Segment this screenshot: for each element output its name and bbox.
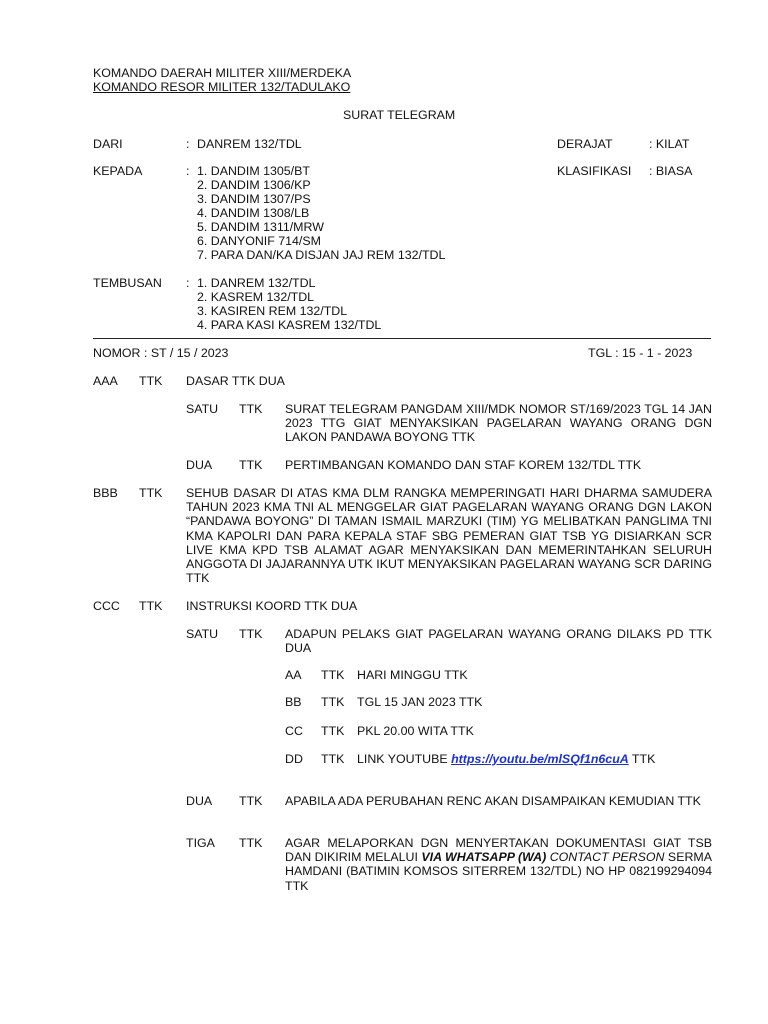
bbb-text: SEHUB DASAR DI ATAS KMA DLM RANGKA MEMPERINGATI HARI DHARMA SAMUDERA TAHUN 2023 KMA TNI AL MENGGELAR GIAT PAGELARAN WAYANG ORANG DGN LAKON “PANDAWA BOYONG” DI TAMAN ISMAIL MARZUKI (TIM) YG MELIBATKAN PANGLIMA TNI KMA KAPOLRI DAN PARA KEPALA STAF SBG PEMERAN GIAT TSB YG DISIARKAN SCR LIVE KMA KPD TSB ALAMAT AGAR MENYAKSIKAN DAN MEMERINTAHKAN SELURUH ANGGOTA DI JAJARANNYA UTK IKUT MENYAKSIKAN PAGELARAN WAYANG SCR DARING TTK [186, 486, 713, 586]
aaa-text: DASAR TTK DUA [186, 374, 285, 388]
aaa-dua-code: DUA [186, 458, 213, 472]
ccc-tiga-text-1: AGAR MELAPORKAN DGN MENYERTAKAN DOKUMENTASI GIAT TSB DAN DIKIRIM MELALUI [285, 836, 712, 865]
aaa-satu-ttk: TTK [239, 402, 263, 416]
kepada-label: KEPADA [93, 164, 143, 178]
aaa-dua-ttk: TTK [239, 458, 263, 472]
dari-colon: : [186, 137, 190, 151]
youtube-link-prefix: LINK YOUTUBE [357, 752, 452, 766]
sub-item-code: AA [285, 668, 302, 682]
ccc-ttk: TTK [139, 599, 163, 613]
sub-item-text: HARI MINGGU TTK [357, 668, 468, 682]
tembusan-item: 4. PARA KASI KASREM 132/TDL [197, 318, 382, 332]
sub-item-code: BB [285, 695, 302, 709]
bbb-ttk: TTK [139, 486, 163, 500]
klasifikasi-label: KLASIFIKASI [557, 164, 632, 178]
ccc-tiga-text [285, 836, 712, 893]
aaa-code: AAA [93, 374, 118, 388]
ccc-satu-ttk: TTK [239, 627, 263, 641]
ccc-tiga-ttk: TTK [239, 836, 263, 850]
tanggal: TGL : 15 - 1 - 2023 [588, 346, 693, 360]
kepada-item: 3. DANDIM 1307/PS [197, 192, 311, 206]
derajat-label: DERAJAT [557, 137, 613, 151]
sub-item-ttk: TTK [321, 752, 345, 766]
ccc-tiga-text-2: SERMA HAMDANI (BATIMIN KOMSOS SITERREM 132/TDL) NO HP 082199294094 TTK [285, 850, 712, 893]
tembusan-item: 1. DANREM 132/TDL [197, 276, 316, 290]
tembusan-item: 2. KASREM 132/TDL [197, 290, 315, 304]
klasifikasi-value: : BIASA [649, 164, 693, 178]
aaa-satu-text: SURAT TELEGRAM PANGDAM XIII/MDK NOMOR ST/169/2023 TGL 14 JAN 2023 TTG GIAT MENYAKSIKAN PAGELARAN WAYANG ORANG DGN LAKON PANDAWA BOYONG TTK [285, 402, 712, 445]
ccc-satu-code: SATU [186, 627, 219, 641]
sub-item-code: CC [285, 724, 303, 738]
kepada-item: 4. DANDIM 1308/LB [197, 206, 310, 220]
kepada-item: 1. DANDIM 1305/BT [197, 164, 310, 178]
sub-item-ttk: TTK [321, 668, 345, 682]
ccc-tiga-contact-person: CONTACT PERSON [546, 850, 665, 865]
tembusan-label: TEMBUSAN [93, 276, 162, 290]
ccc-code: CCC [93, 599, 120, 613]
youtube-link-line [357, 752, 655, 766]
divider-line [93, 338, 711, 339]
kepada-item: 6. DANYONIF 714/SM [197, 234, 321, 248]
sub-item-ttk: TTK [321, 724, 345, 738]
ccc-satu-text: ADAPUN PELAKS GIAT PAGELARAN WAYANG ORANG DILAKS PD TTK DUA [285, 627, 712, 656]
sub-item-code: DD [285, 752, 303, 766]
bbb-code: BBB [93, 486, 118, 500]
kepada-item: 2. DANDIM 1306/KP [197, 178, 311, 192]
kepada-item: 7. PARA DAN/KA DISJAN JAJ REM 132/TDL [197, 248, 446, 262]
dari-label: DARI [93, 137, 123, 151]
tembusan-colon: : [186, 276, 190, 290]
kepada-item: 5. DANDIM 1311/MRW [197, 220, 324, 234]
aaa-dua-text: PERTIMBANGAN KOMANDO DAN STAF KOREM 132/TDL TTK [285, 458, 642, 472]
header-line-1: KOMANDO DAERAH MILITER XIII/MERDEKA [93, 66, 352, 80]
youtube-link-suffix: TTK [628, 752, 656, 766]
ccc-dua-ttk: TTK [239, 794, 263, 808]
header-line-2: KOMANDO RESOR MILITER 132/TADULAKO [93, 80, 351, 94]
sub-item-ttk: TTK [321, 695, 345, 709]
ccc-tiga-code: TIGA [186, 836, 215, 850]
sub-item-text: PKL 20.00 WITA TTK [357, 724, 474, 738]
dari-value: DANREM 132/TDL [197, 137, 302, 151]
ccc-tiga-via-whatsapp: VIA WHATSAPP (WA) [421, 850, 547, 865]
document-title: SURAT TELEGRAM [343, 108, 456, 122]
ccc-dua-text: APABILA ADA PERUBAHAN RENC AKAN DISAMPAIKAN KEMUDIAN TTK [285, 794, 701, 808]
sub-item-text: TGL 15 JAN 2023 TTK [357, 695, 483, 709]
derajat-value: : KILAT [649, 137, 690, 151]
tembusan-item: 3. KASIREN REM 132/TDL [197, 304, 348, 318]
aaa-ttk: TTK [139, 374, 163, 388]
kepada-colon: : [186, 164, 190, 178]
ccc-text: INSTRUKSI KOORD TTK DUA [186, 599, 358, 613]
ccc-dua-code: DUA [186, 794, 213, 808]
nomor: NOMOR : ST / 15 / 2023 [93, 346, 229, 360]
youtube-link[interactable]: https://youtu.be/mlSQf1n6cuA [451, 752, 629, 766]
aaa-satu-code: SATU [186, 402, 219, 416]
